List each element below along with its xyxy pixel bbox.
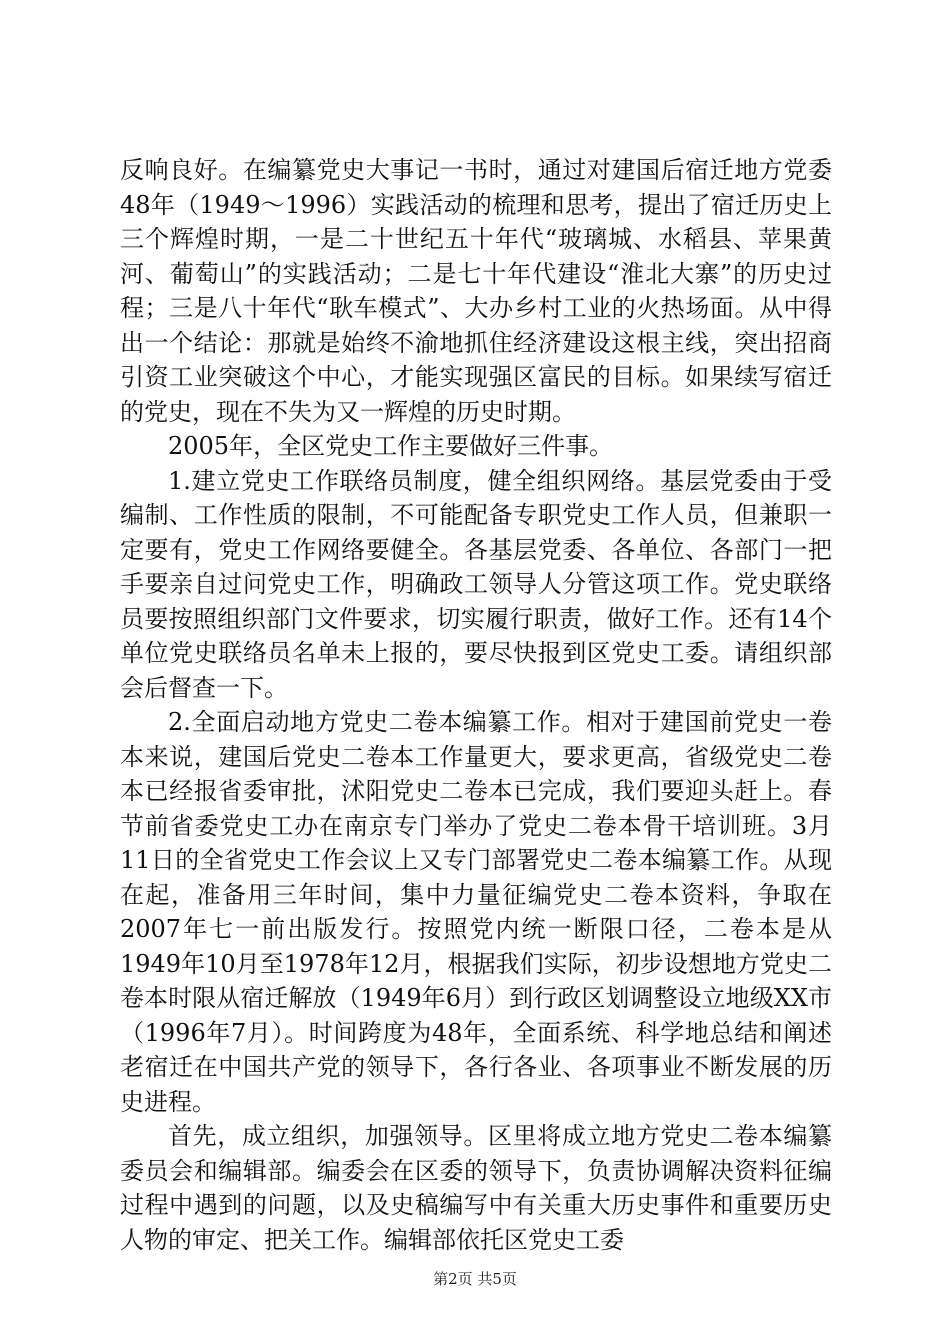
- paragraph-intro: 2005年，全区党史工作主要做好三件事。: [168, 432, 614, 460]
- paragraph-first: 首先，成立组织，加强领导。区里将成立地方党史二卷本编纂委员会和编辑部。编委会在区委的领导下，负责协调解决资料征编过程中遇到的问题，以及史稿编写中有关重大历史事件和重要历史人物的审定、把关工作。编辑部依托区党史工委: [120, 1122, 832, 1254]
- paragraph-item-2: 2.全面启动地方党史二卷本编纂工作。相对于建国前党史一卷本来说，建国后党史二卷本工作量更大，要求更高，省级党史二卷本已经报省委审批，沭阳党史二卷本已完成，我们要迎头赶上。春节前省委党史工办在南京专门举办了党史二卷本骨干培训班。3月11日的全省党史工作会议上又专门部署党史二卷本编纂工作。从现在起，准备用三年时间，集中力量征编党史二卷本资料，争取在2007年七一前出版发行。按照党内统一断限口径，二卷本是从1949年10月至1978年12月，根据我们实际，初步设想地方党史二卷本时限从宿迁解放（1949年6月）到行政区划调整设立地级XX市（1996年7月）。时间跨度为48年，全面系统、科学地总结和阐述老宿迁在中国共产党的领导下，各行各业、各项事业不断发展的历史进程。: [120, 708, 832, 1116]
- page-number-footer: 第2页 共5页: [433, 1270, 517, 1288]
- paragraph-item-1: 1.建立党史工作联络员制度，健全组织网络。基层党委由于受编制、工作性质的限制，不可能配备专职党史工作人员，但兼职一定要有，党史工作网络要健全。各基层党委、各单位、各部门一把手要亲自过问党史工作，明确政工领导人分管这项工作。党史联络员要按照组织部门文件要求，切实履行职责，做好工作。还有14个单位党史联络员名单未上报的，要尽快报到区党史工委。请组织部会后督查一下。: [120, 466, 832, 702]
- document-body: [120, 153, 832, 1257]
- paragraph-continuation: 反响良好。在编纂党史大事记一书时，通过对建国后宿迁地方党委48年（1949～1996）实践活动的梳理和思考，提出了宿迁历史上三个辉煌时期，一是二十世纪五十年代“玻璃城、水稻县、苹果黄河、葡萄山”的实践活动；二是七十年代建设“淮北大寨”的历史过程；三是八十年代“耿车模式”、大办乡村工业的火热场面。从中得出一个结论：那就是始终不渝地抓住经济建设这根主线，突出招商引资工业突破这个中心，才能实现强区富民的目标。如果续写宿迁的党史，现在不失为又一辉煌的历史时期。: [120, 156, 832, 426]
